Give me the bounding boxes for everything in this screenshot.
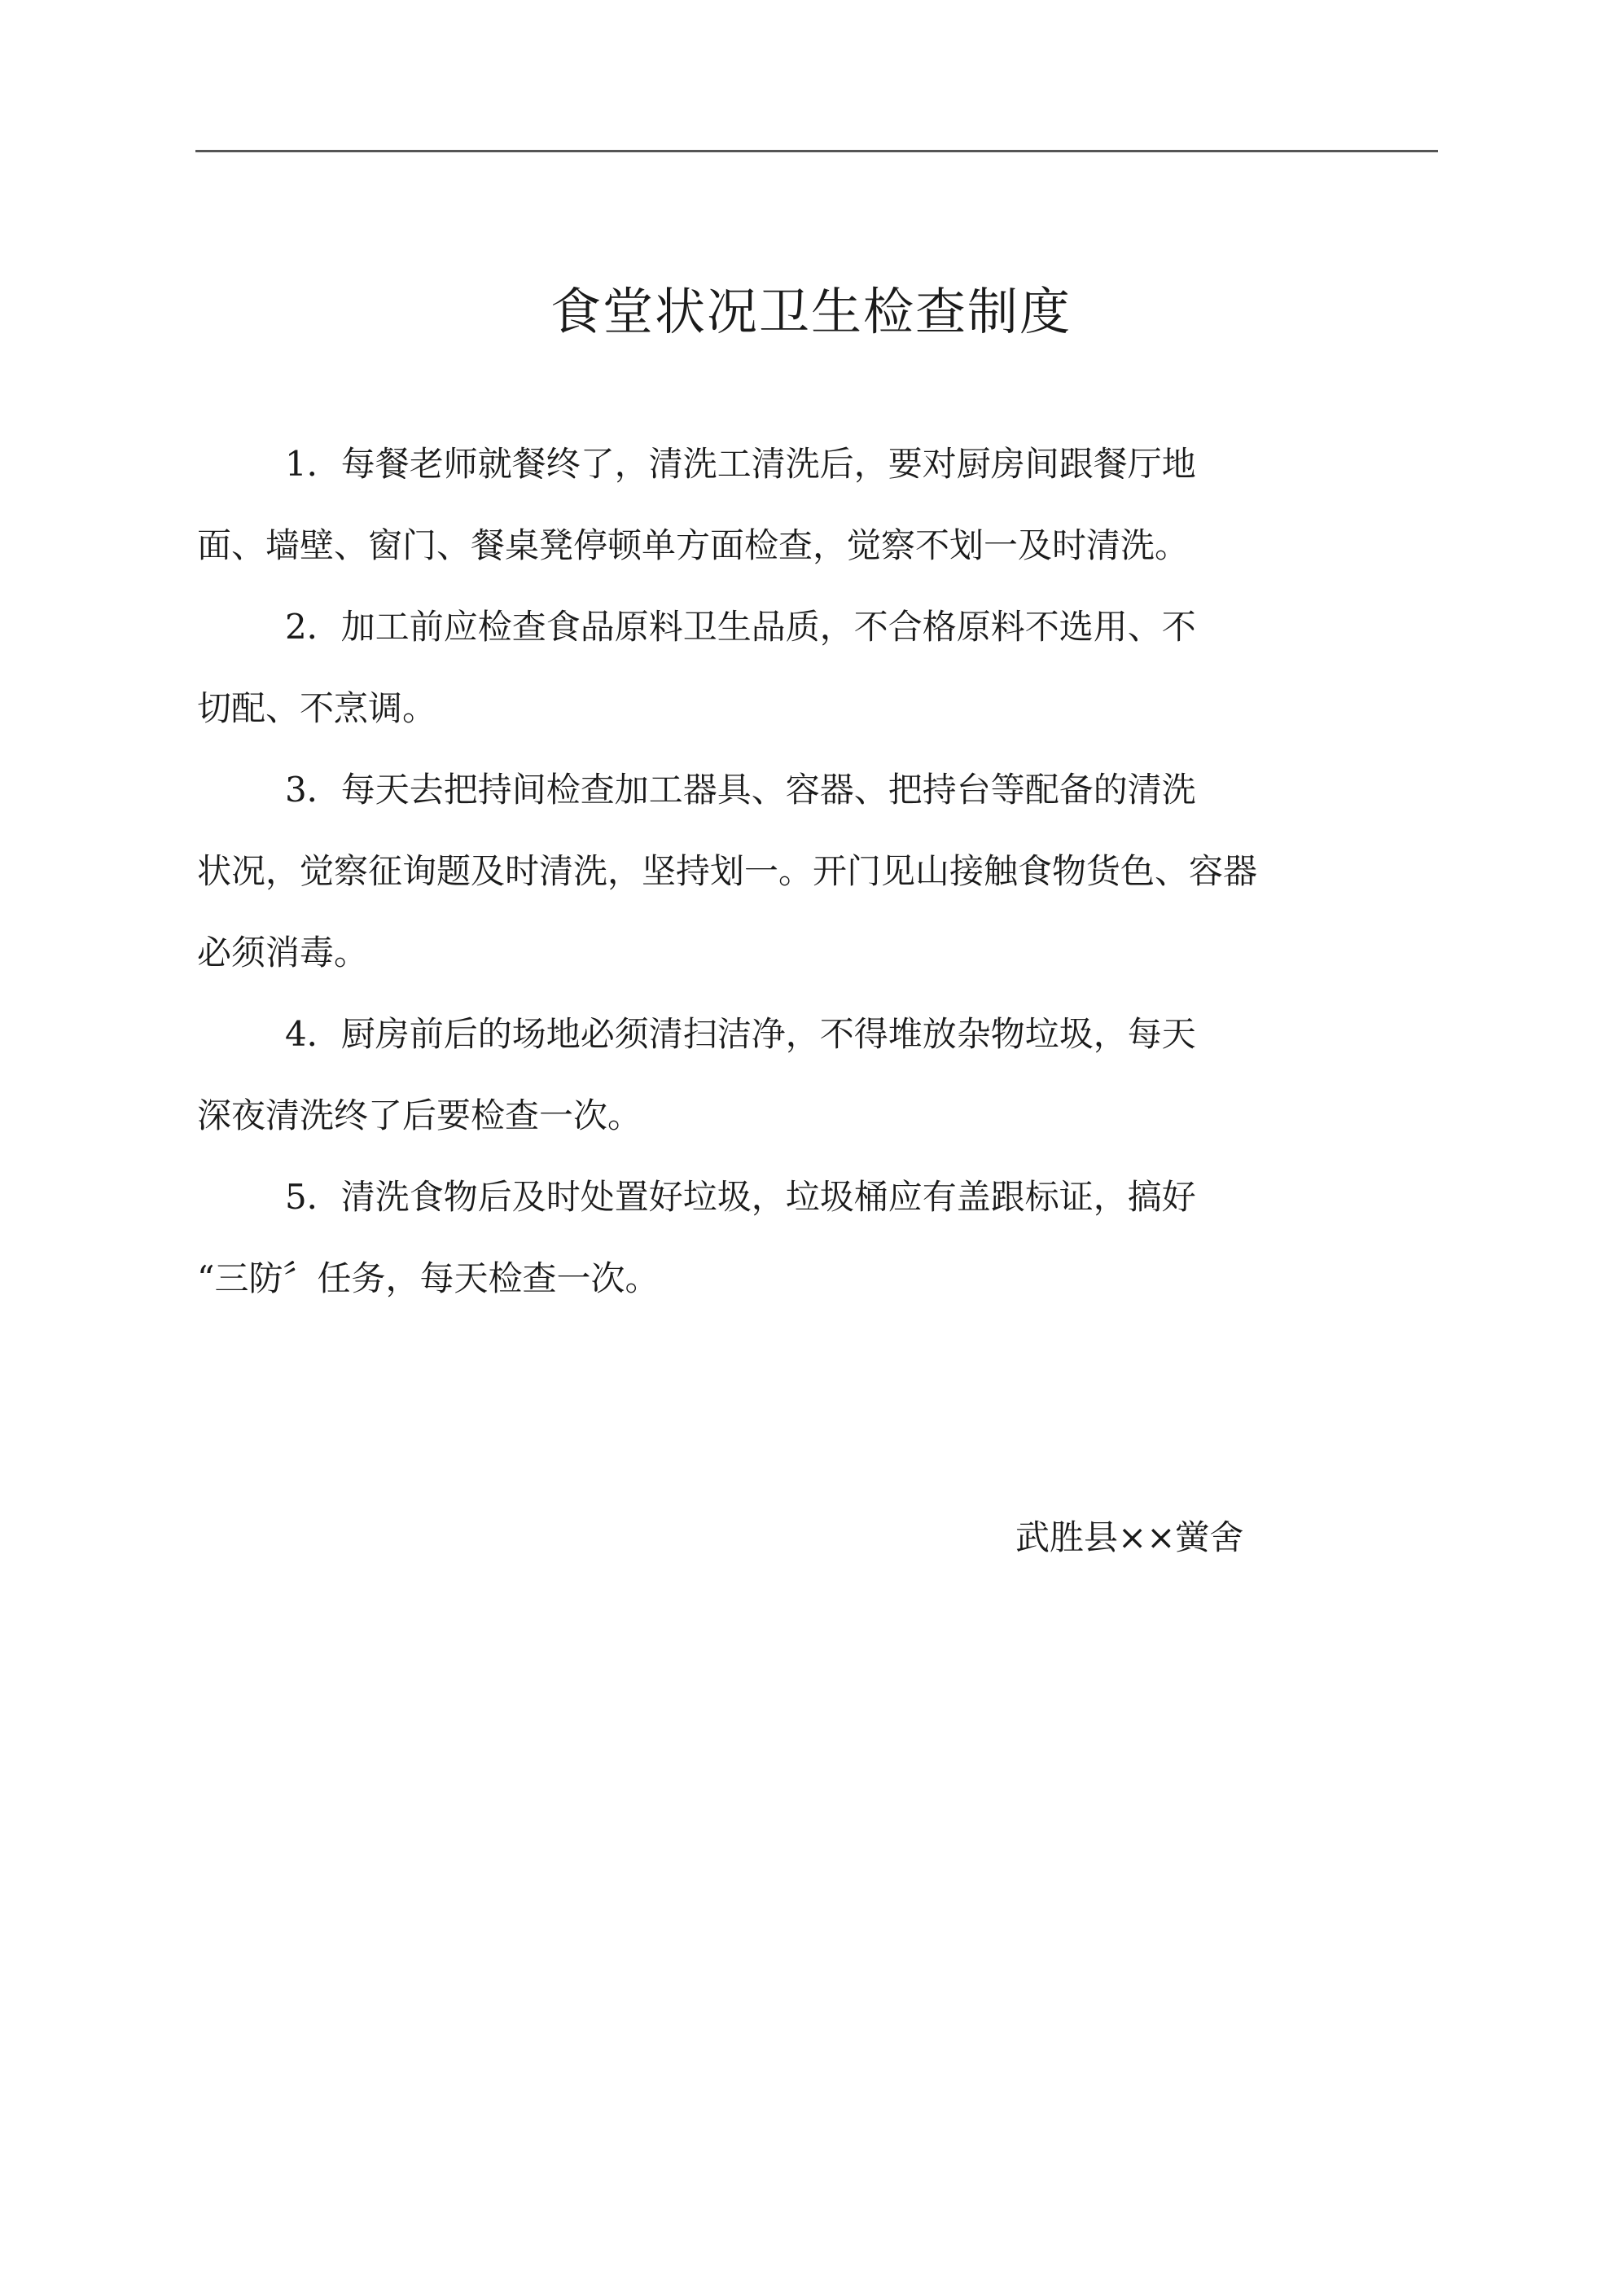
paragraph-line: “三防〞任务，每天检查一次。 [197, 1258, 660, 1298]
paragraph-line: 4．厨房前后的场地必须清扫洁净，不得堆放杂物垃圾，每天 [285, 1014, 1196, 1054]
paragraph-1 [197, 424, 1418, 586]
paragraph-4 [197, 994, 1418, 1157]
document-body [197, 424, 1418, 1319]
paragraph-line: 状况，觉察征询题及时清洗，坚持划一。开门见山接触食物货色、容器 [197, 851, 1258, 891]
paragraph-line: 必须消毒。 [197, 933, 369, 972]
paragraph-line: 3．每天去把持间检查加工器具、容器、把持台等配备的清洗 [285, 770, 1196, 810]
paragraph-line: 5．清洗食物后及时处置好垃圾，垃圾桶应有盖跟标证，搞好 [285, 1177, 1196, 1217]
header-rule [195, 150, 1438, 152]
paragraph-line: 2．加工前应检查食品原料卫生品质，不合格原料不选用、不 [285, 607, 1196, 647]
paragraph-line: 面、墙壁、窗门、餐桌凳停顿单方面检查，觉察不划一及时清洗。 [197, 525, 1190, 565]
paragraph-2 [197, 586, 1418, 749]
paragraph-line: 切配、不烹调。 [197, 688, 437, 728]
paragraph-line: 1．每餐老师就餐终了，清洗工清洗后，要对厨房间跟餐厅地 [285, 444, 1196, 484]
signature: 武胜县××黉舍 [1015, 1517, 1244, 1557]
paragraph-5 [197, 1157, 1418, 1319]
document-title: 食堂状况卫生检查制度 [550, 282, 1072, 341]
paragraph-line: 深夜清洗终了后要检查一次。 [197, 1095, 642, 1135]
paragraph-3 [197, 749, 1418, 994]
